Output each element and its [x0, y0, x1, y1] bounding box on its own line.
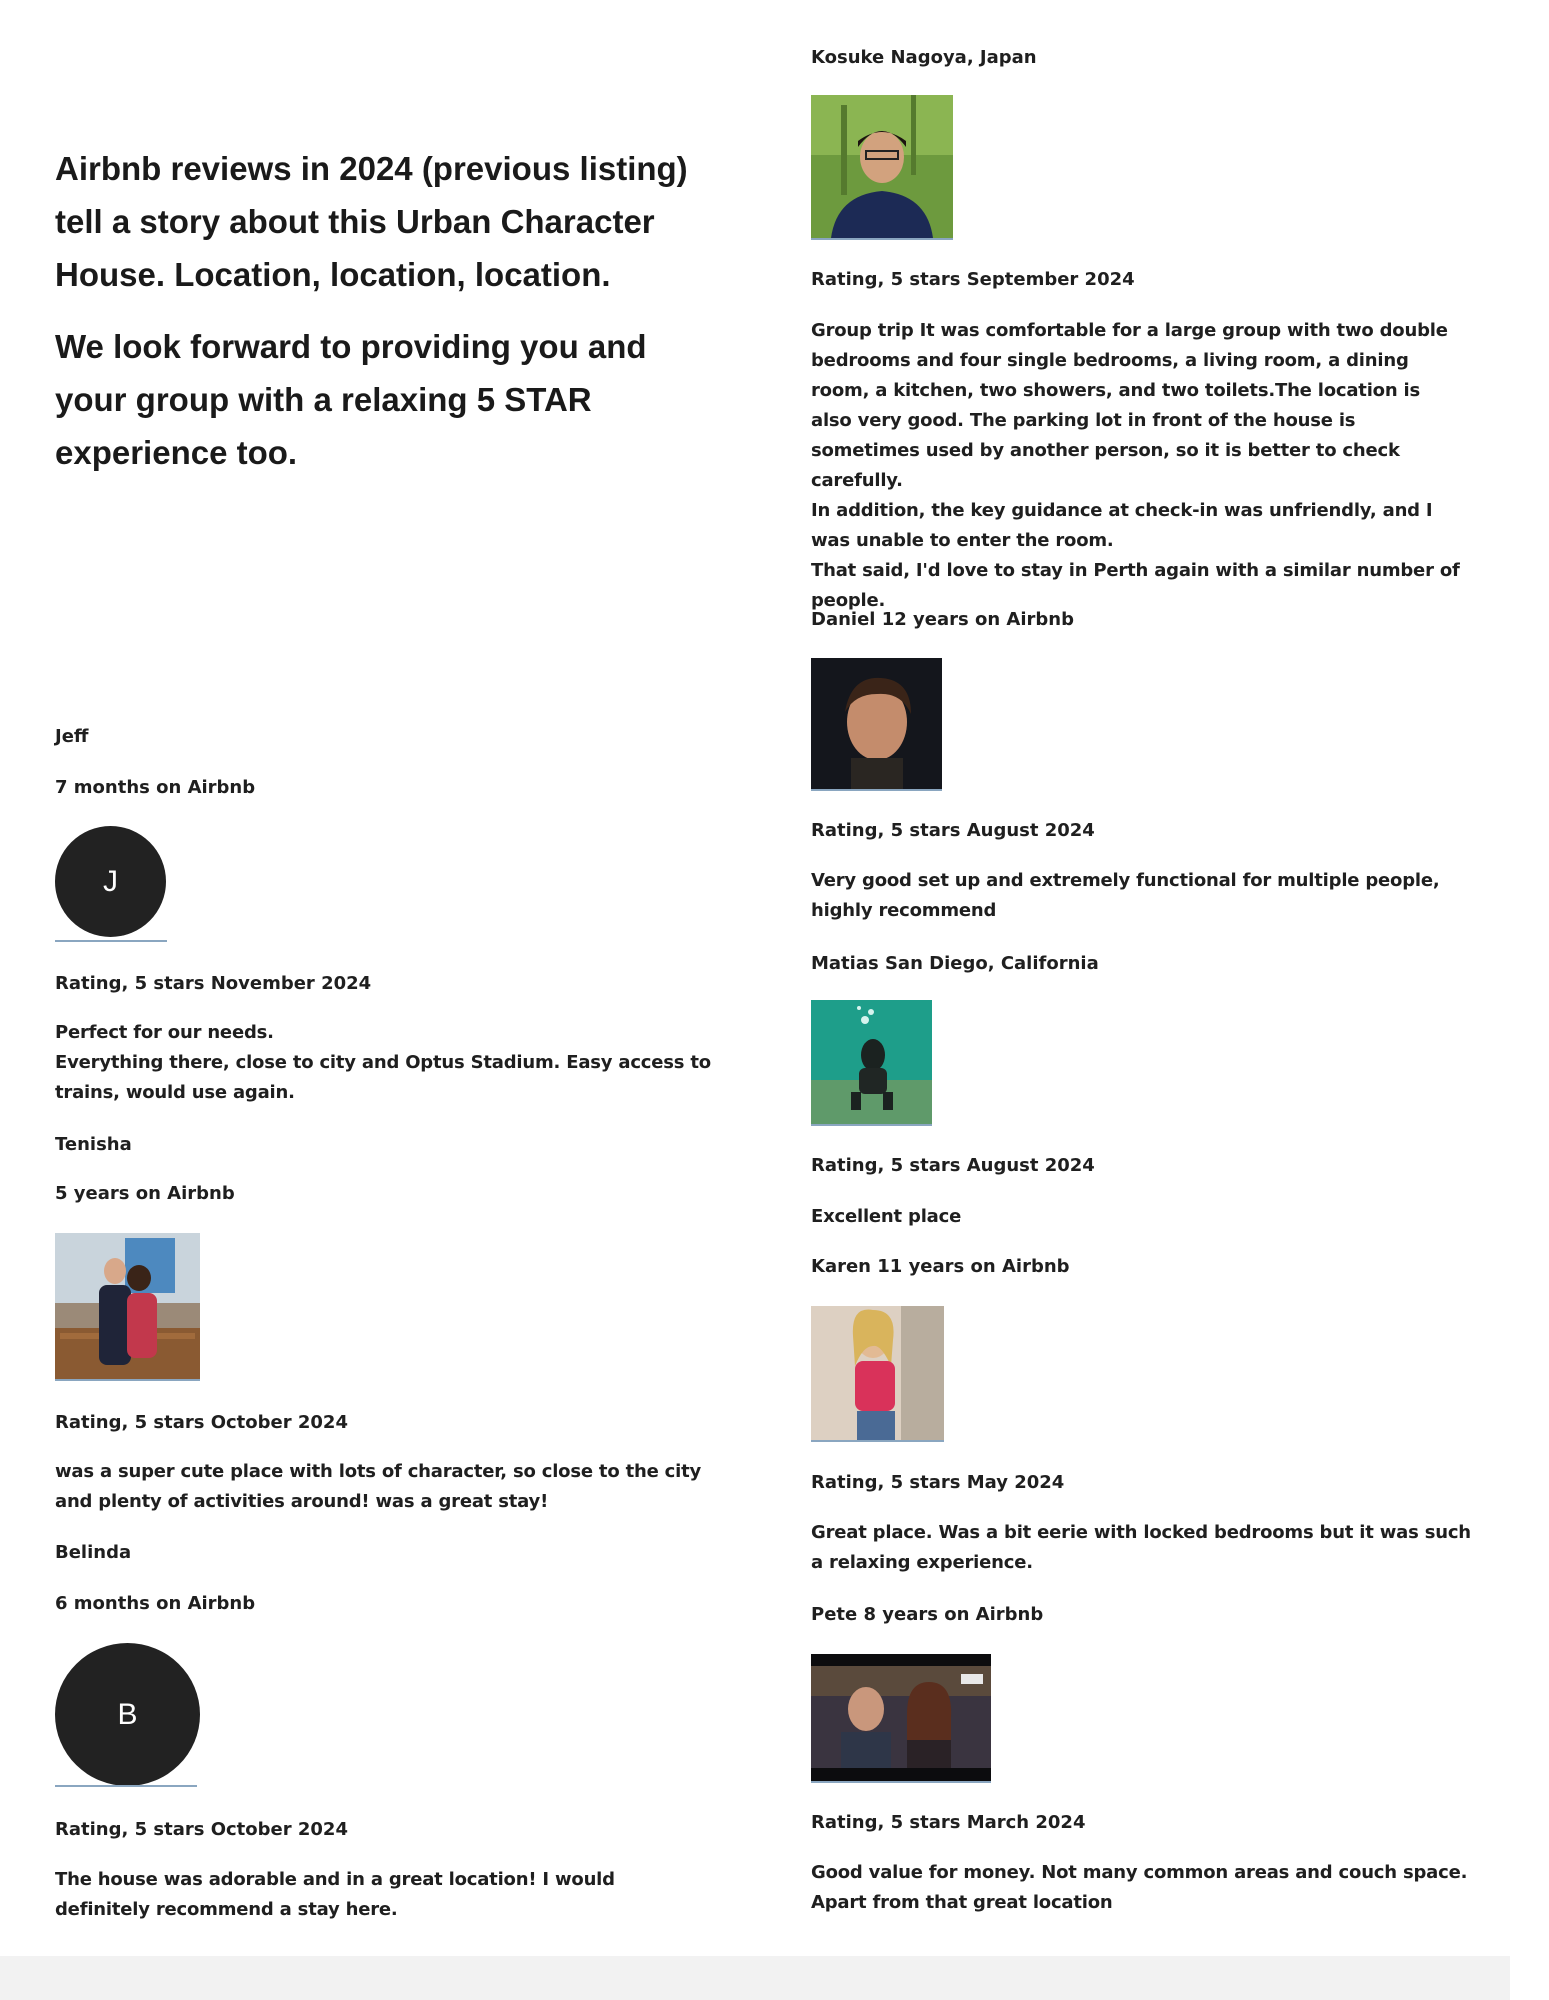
review-text [55, 1457, 725, 1517]
avatar-link-underline [55, 1785, 197, 1787]
review-text-line: Perfect for our needs. [55, 1022, 274, 1043]
review-text [811, 1858, 1471, 1918]
photo-link-underline [811, 238, 953, 240]
reviewer-header: Karen 11 years on Airbnb [811, 1256, 1070, 1277]
review-text [811, 1518, 1481, 1578]
review-text-line: Group trip It was comfortable for a large group with two double bedrooms and four single bedrooms, a living room, a dining room, a kitchen, two showers, and two toilets.The location is also very good. The parking lot in front of the house is sometimes used by another person, so it is better to check carefully. [811, 320, 1448, 491]
bottom-band [0, 1956, 1510, 2000]
review-text [811, 866, 1491, 926]
intro-headline: Airbnb reviews in 2024 (previous listing) tell a story about this Urban Character House. Location, location, location. [55, 150, 688, 293]
review-text-line: In addition, the key guidance at check-in was unfriendly, and I was unable to enter the room. [811, 500, 1433, 551]
reviewer-photo[interactable] [811, 1306, 944, 1440]
review-text [55, 1865, 715, 1925]
reviewer-photo[interactable] [811, 1654, 991, 1781]
reviewer-photo[interactable] [55, 1233, 200, 1379]
reviewer-photo[interactable] [811, 1000, 932, 1124]
review-text-line: was a super cute place with lots of character, so close to the city and plenty of activities around! was a great stay! [55, 1461, 702, 1512]
reviewer-tenure: 6 months on Airbnb [55, 1593, 256, 1614]
reviewer-photo[interactable] [811, 658, 942, 789]
review-rating: Rating, 5 stars August 2024 [811, 820, 1095, 841]
reviewer-name: Belinda [55, 1542, 132, 1563]
review-rating: Rating, 5 stars September 2024 [811, 269, 1135, 290]
avatar-link-underline [55, 940, 167, 942]
reviewer-header: Matias San Diego, California [811, 953, 1099, 974]
review-rating: Rating, 5 stars October 2024 [55, 1412, 348, 1433]
photo-link-underline [811, 1781, 991, 1783]
review-text-line: Everything there, close to city and Optus Stadium. Easy access to trains, would use again. [55, 1052, 711, 1103]
avatar[interactable]: J [55, 826, 166, 937]
photo-link-underline [811, 1440, 944, 1442]
reviewer-name: Tenisha [55, 1134, 132, 1155]
reviewer-name: Jeff [55, 726, 89, 747]
review-rating: Rating, 5 stars October 2024 [55, 1819, 348, 1840]
review-text [811, 1202, 1471, 1232]
reviewer-tenure: 7 months on Airbnb [55, 777, 256, 798]
review-rating: Rating, 5 stars August 2024 [811, 1155, 1095, 1176]
review-rating: Rating, 5 stars May 2024 [811, 1472, 1065, 1493]
photo-link-underline [55, 1379, 200, 1381]
reviewer-header: Daniel 12 years on Airbnb [811, 609, 1074, 630]
intro-subheadline: We look forward to providing you and your group with a relaxing 5 STAR experience too. [55, 328, 647, 471]
review-text-line: That said, I'd love to stay in Perth again with a similar number of people. [811, 560, 1460, 611]
review-text [811, 316, 1466, 616]
review-text [55, 1018, 715, 1108]
reviewer-tenure: 5 years on Airbnb [55, 1183, 235, 1204]
photo-link-underline [811, 789, 942, 791]
review-text-line: Very good set up and extremely functional for multiple people, highly recommend [811, 870, 1440, 921]
review-text-line: Great place. Was a bit eerie with locked bedrooms but it was such a relaxing experience. [811, 1522, 1471, 1573]
review-text-line: The house was adorable and in a great location! I would definitely recommend a stay here. [55, 1869, 615, 1920]
reviewer-photo[interactable] [811, 95, 953, 238]
reviewer-header: Kosuke Nagoya, Japan [811, 47, 1037, 68]
reviewer-header: Pete 8 years on Airbnb [811, 1604, 1044, 1625]
review-rating: Rating, 5 stars November 2024 [55, 973, 372, 994]
review-rating: Rating, 5 stars March 2024 [811, 1812, 1086, 1833]
review-text-line: Good value for money. Not many common areas and couch space. Apart from that great location [811, 1862, 1468, 1913]
avatar[interactable]: B [55, 1643, 200, 1786]
review-text-line: Excellent place [811, 1206, 962, 1227]
photo-link-underline [811, 1124, 932, 1126]
